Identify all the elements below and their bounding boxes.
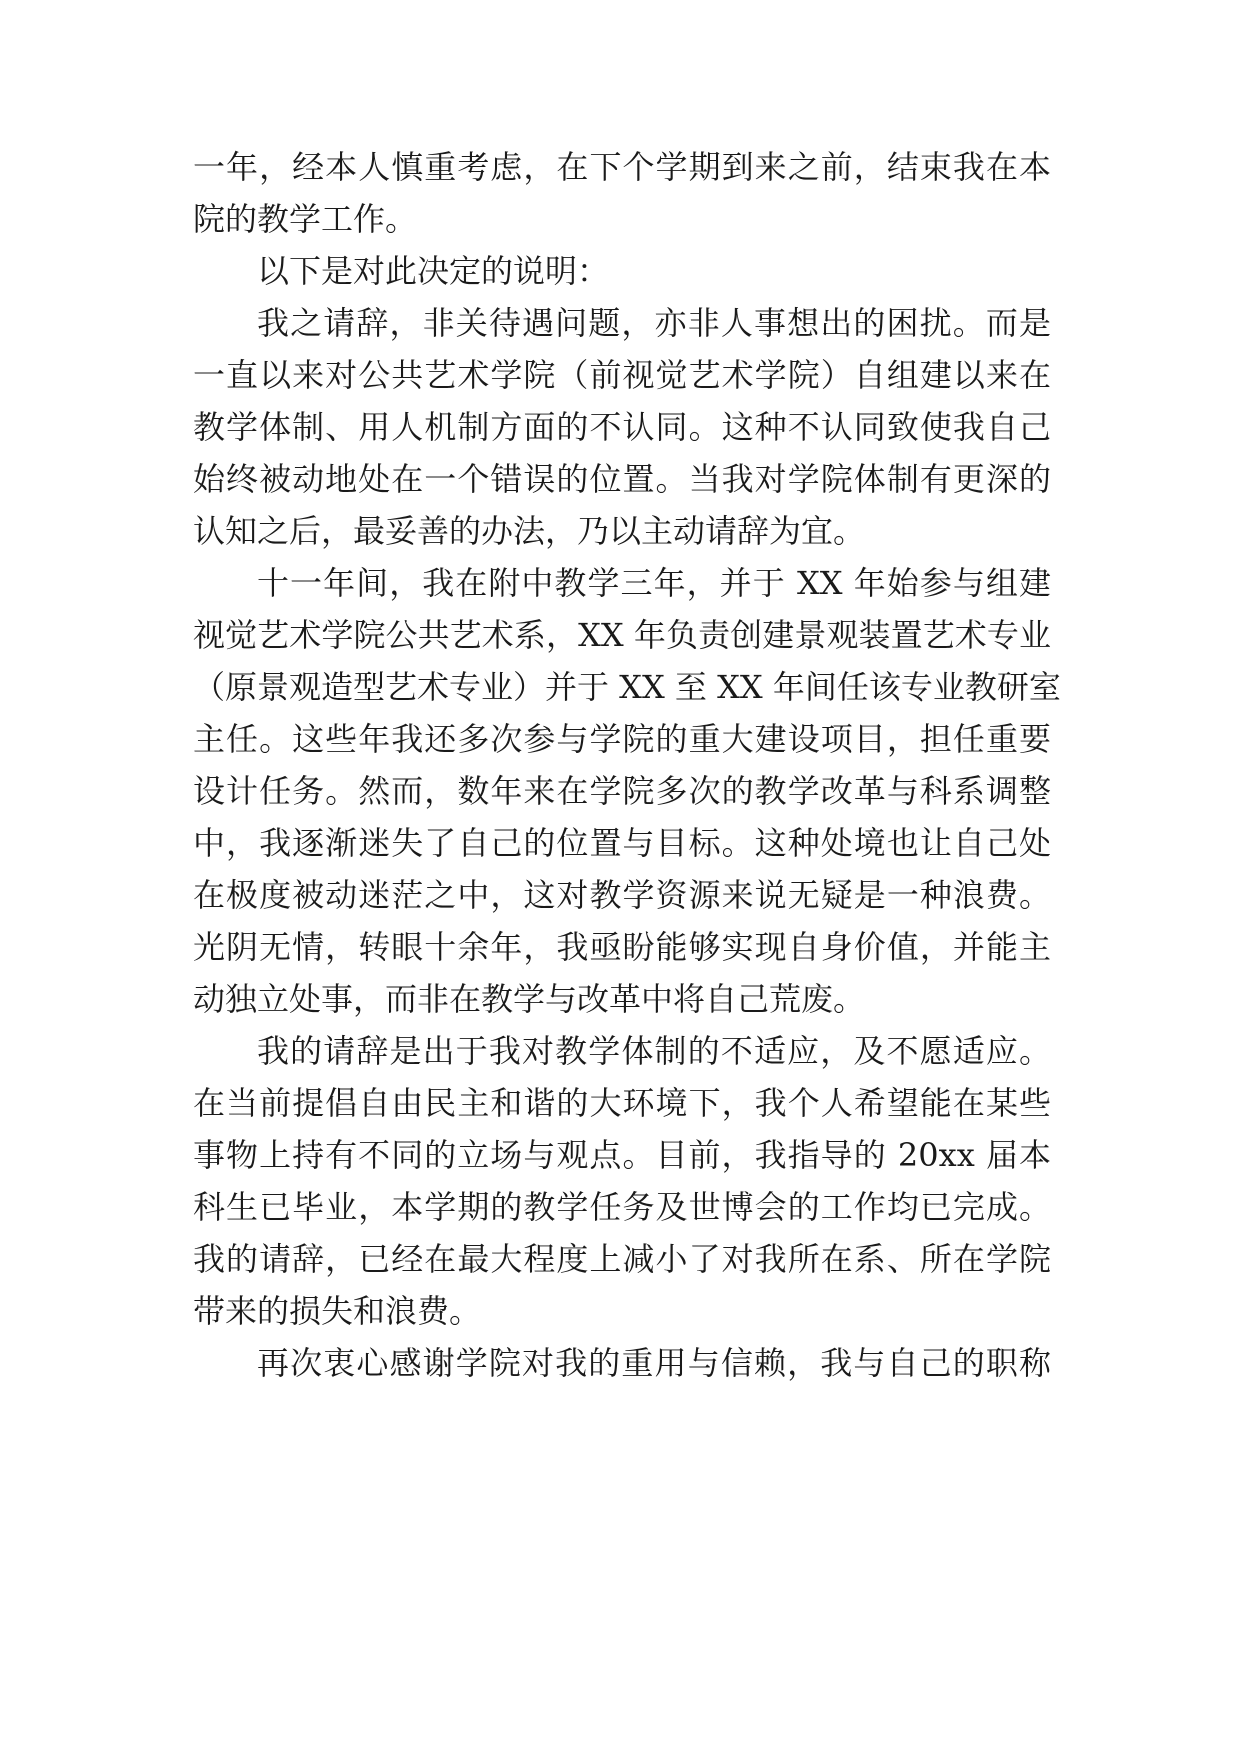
text-line: 带来的损失和浪费。 — [193, 1292, 482, 1330]
text-line: 十一年间，我在附中教学三年，并于 XX 年始参与组建 — [257, 564, 1051, 602]
text-line: 一直以来对公共艺术学院（前视觉艺术学院）自组建以来在 — [193, 356, 1051, 394]
text-line: 在极度被动迷茫之中，这对教学资源来说无疑是一种浪费。 — [193, 876, 1051, 914]
text-line: 主任。这些年我还多次参与学院的重大建设项目，担任重要 — [193, 720, 1051, 758]
text-line: 院的教学工作。 — [193, 200, 418, 238]
text-line: 我的请辞是出于我对教学体制的不适应，及不愿适应。 — [257, 1032, 1051, 1070]
text-line: 事物上持有不同的立场与观点。目前，我指导的 20xx 届本 — [193, 1136, 1051, 1174]
text-line: 光阴无情，转眼十余年，我亟盼能够实现自身价值，并能主 — [193, 928, 1051, 966]
text-line: 以下是对此决定的说明： — [257, 252, 610, 290]
text-line: 中，我逐渐迷失了自己的位置与目标。这种处境也让自己处 — [193, 824, 1051, 862]
text-line: 一年，经本人慎重考虑，在下个学期到来之前，结束我在本 — [193, 148, 1051, 186]
text-line: 我的请辞，已经在最大程度上减小了对我所在系、所在学院 — [193, 1240, 1051, 1278]
text-line: 设计任务。然而，数年来在学院多次的教学改革与科系调整 — [193, 772, 1051, 810]
text-line: 教学体制、用人机制方面的不认同。这种不认同致使我自己 — [193, 408, 1051, 446]
text-line: 始终被动地处在一个错误的位置。当我对学院体制有更深的 — [193, 460, 1051, 498]
text-line: 动独立处事，而非在教学与改革中将自己荒废。 — [193, 980, 866, 1018]
text-line: 科生已毕业，本学期的教学任务及世博会的工作均已完成。 — [193, 1188, 1051, 1226]
text-line: 在当前提倡自由民主和谐的大环境下，我个人希望能在某些 — [193, 1084, 1051, 1122]
text-line: 认知之后，最妥善的办法，乃以主动请辞为宜。 — [193, 512, 866, 550]
text-line: （原景观造型艺术专业）并于 XX 至 XX 年间任该专业教研室 — [193, 668, 1061, 706]
text-line: 我之请辞，非关待遇问题，亦非人事想出的困扰。而是 — [257, 304, 1051, 342]
text-line: 再次衷心感谢学院对我的重用与信赖，我与自己的职称 — [257, 1344, 1051, 1382]
text-line: 视觉艺术学院公共艺术系，XX 年负责创建景观装置艺术专业 — [193, 616, 1051, 654]
